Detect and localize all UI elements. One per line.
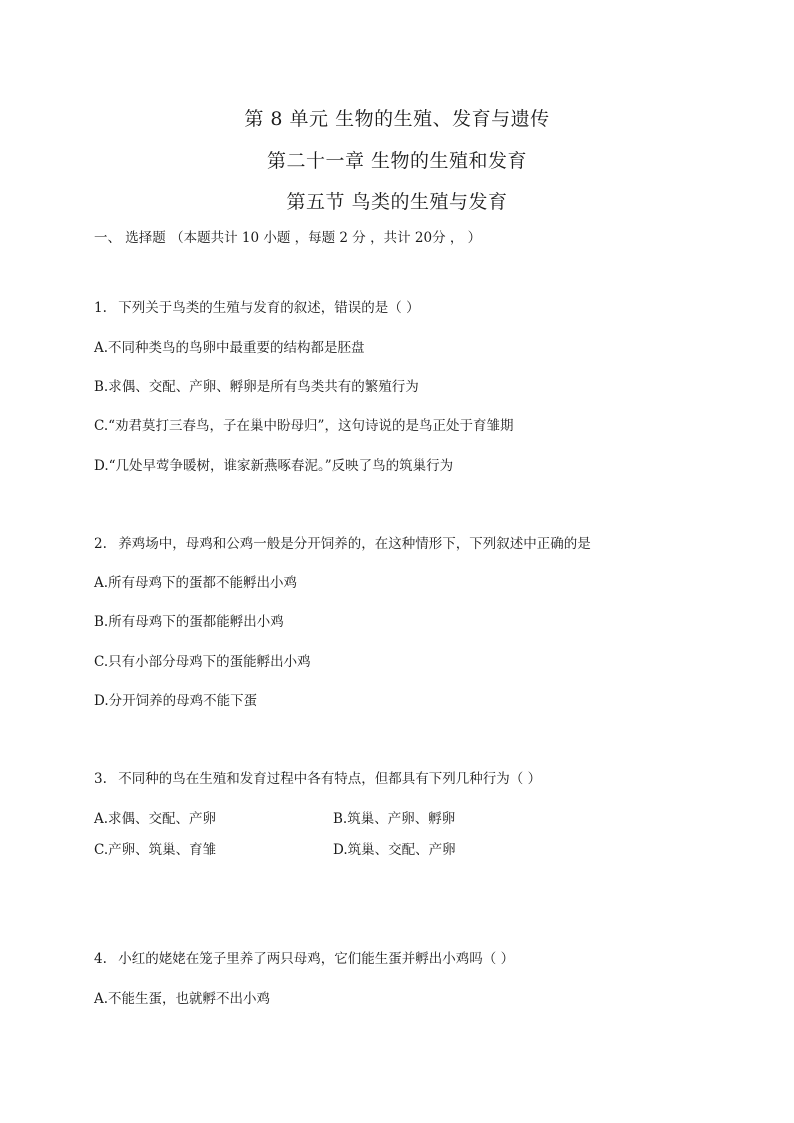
section-title: 第五节 鸟类的生殖与发育 — [286, 191, 508, 213]
question-1-option-a: A.不同种类鸟的鸟卵中最重要的结构都是胚盘 — [94, 340, 365, 356]
question-2-stem — [94, 532, 591, 552]
question-2-option-d: D.分开饲养的母鸡不能下蛋 — [94, 693, 258, 709]
question-3-option-d: D.筑巢、交配、产卵 — [333, 842, 456, 858]
chapter-title: 第二十一章 生物的生殖和发育 — [266, 150, 528, 172]
question-4-stem — [94, 947, 514, 967]
question-2-option-c: C.只有小部分母鸡下的蛋能孵出小鸡 — [94, 654, 311, 670]
question-1-option-d: D.“几处早莺争暖树，谁家新燕啄春泥。”反映了鸟的筑巢行为 — [94, 458, 454, 474]
question-1-option-c: C.“劝君莫打三春鸟，子在巢中盼母归”，这句诗说的是鸟正处于育雏期 — [94, 418, 514, 434]
question-3-option-c: C.产卵、筑巢、育雏 — [94, 842, 217, 858]
question-2-option-b: B.所有母鸡下的蛋都能孵出小鸡 — [94, 614, 284, 630]
question-1-number: 1. — [94, 300, 107, 316]
question-3-option-b: B.筑巢、产卵、孵卵 — [333, 811, 456, 827]
question-3-option-a: A.求偶、交配、产卵 — [94, 811, 217, 827]
question-4-option-a: A.不能生蛋，也就孵不出小鸡 — [94, 991, 271, 1007]
part-heading: 一、 选择题 （本题共计 10 小题 ，每题 2 分 ，共计 20分 ， ） — [94, 230, 482, 246]
question-3-text: 不同种的鸟在生殖和发育过程中各有特点，但都具有下列几种行为（ ） — [118, 771, 542, 787]
question-2-number: 2. — [94, 536, 107, 552]
question-3-number: 3. — [94, 771, 107, 787]
question-1-text: 下列关于鸟类的生殖与发育的叙述，错误的是（ ） — [118, 300, 420, 316]
question-1-option-b: B.求偶、交配、产卵、孵卵是所有鸟类共有的繁殖行为 — [94, 379, 419, 395]
question-2-option-a: A.所有母鸡下的蛋都不能孵出小鸡 — [94, 575, 298, 591]
question-4-text: 小红的姥姥在笼子里养了两只母鸡，它们能生蛋并孵出小鸡吗（ ） — [118, 951, 515, 967]
question-1-stem — [94, 296, 420, 316]
question-4-number: 4. — [94, 951, 107, 967]
question-2-text: 养鸡场中，母鸡和公鸡一般是分开饲养的，在这种情形下，下列叙述中正确的是 — [118, 536, 591, 552]
unit-title: 第 8 单元 生物的生殖、发育与遗传 — [244, 108, 550, 130]
question-3-stem — [94, 767, 541, 787]
